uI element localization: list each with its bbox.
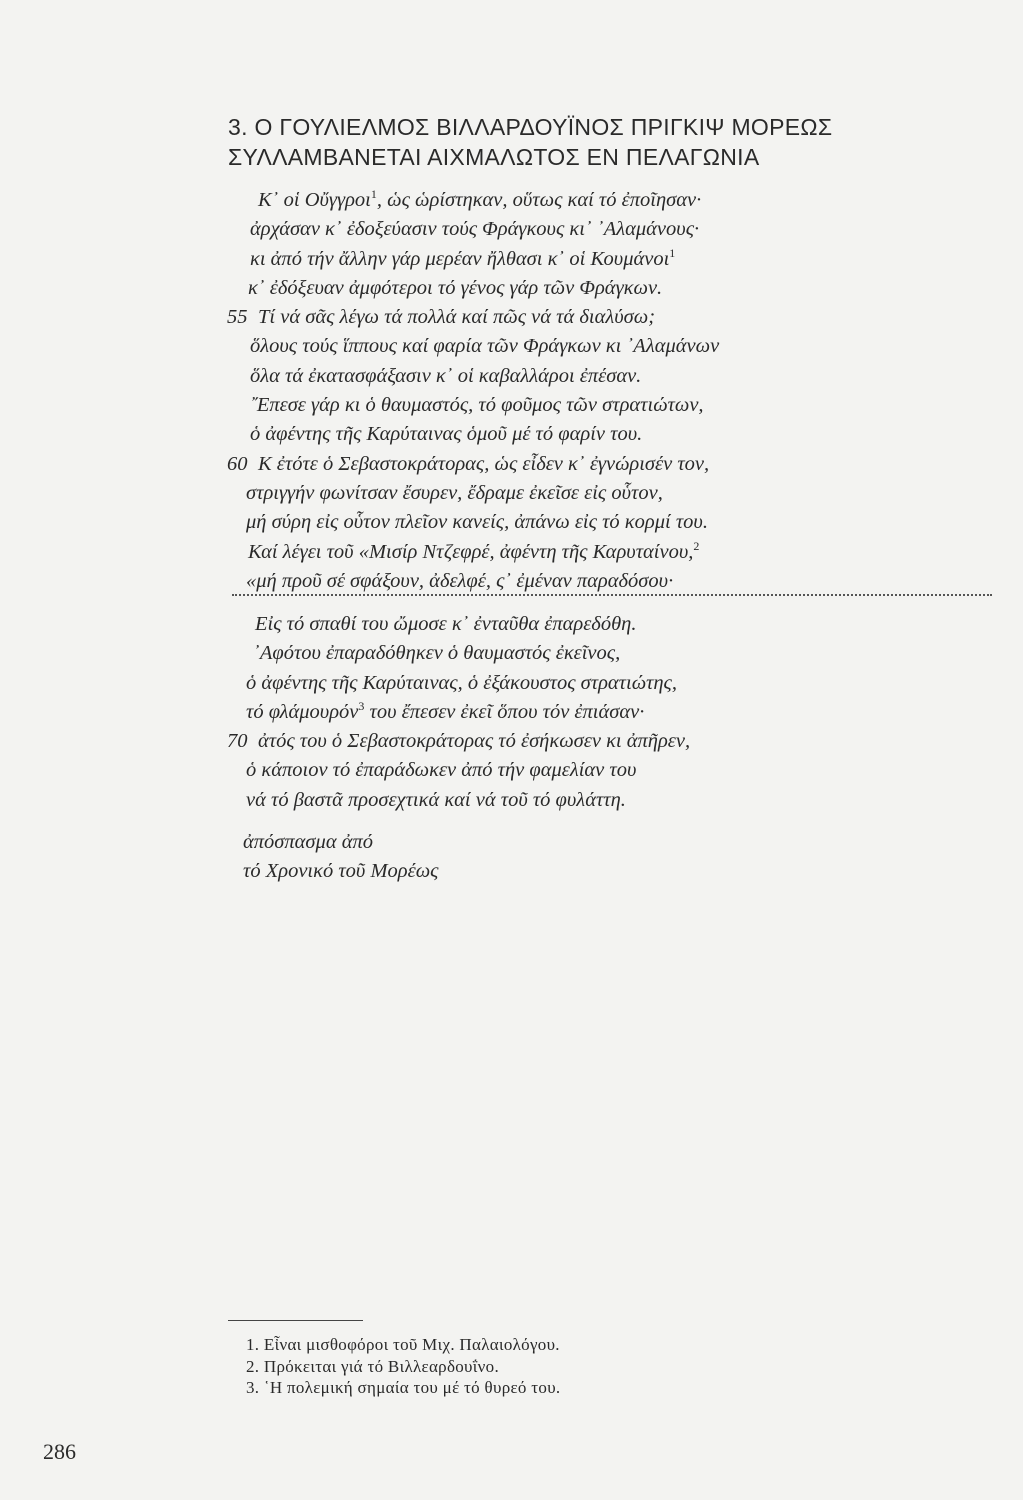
verse-text bbox=[250, 245, 675, 274]
verse-line bbox=[0, 274, 1023, 303]
verse-text-main: ὁ ἀφέντης τῆς Καρύταινας ὁμοῦ μέ τό φαρίν του. bbox=[250, 423, 643, 446]
omission-dotted-line bbox=[232, 594, 992, 596]
verse-text bbox=[248, 538, 699, 567]
verse-text-main: Κ ἐτότε ὁ Σεβαστοκράτορας, ὡς εἶδεν κ᾿ ἐγνώρισέν τον, bbox=[258, 452, 710, 475]
verse-line bbox=[0, 245, 1023, 274]
verse-text bbox=[250, 362, 641, 391]
verse-text-main: ᾿Αφότου ἐπαραδόθηκεν ὁ θαυμαστός ἐκεῖνος, bbox=[253, 642, 621, 665]
verse-line bbox=[0, 508, 1023, 537]
verse-text-main: Τί νά σᾶς λέγω τά πολλά καί πῶς νά τά διαλύσω; bbox=[258, 306, 656, 329]
verse-line bbox=[0, 479, 1023, 508]
verse-line bbox=[0, 391, 1023, 420]
footnote-rule bbox=[228, 1320, 363, 1321]
heading-line-1: 3. Ο ΓΟΥΛΙΕΛΜΟΣ ΒΙΛΛΑΡΔΟΥΪΝΟΣ ΠΡΙΓΚΙΨ ΜΟΡΕΩΣ bbox=[228, 114, 833, 140]
poem-excerpt-part-2 bbox=[0, 610, 1023, 815]
verse-text-main: ἀτός του ὁ Σεβαστοκράτορας τό ἐσήκωσεν κι ἀπῆρεν, bbox=[258, 730, 691, 753]
verse-text bbox=[246, 508, 708, 537]
footnote-marker: 3 bbox=[358, 699, 365, 714]
source-line-2: τό Χρονικό τοῦ Μορέως bbox=[243, 860, 439, 882]
verse-line bbox=[0, 698, 1023, 727]
verse-line bbox=[0, 303, 1023, 332]
verse-line-number: 70 bbox=[227, 730, 248, 753]
verse-text-main: ὅλους τούς ἵππους καί φαρία τῶν Φράγκων κι ᾿Αλαμάνων bbox=[250, 335, 720, 358]
verse-text bbox=[248, 274, 662, 303]
verse-line-number: 60 bbox=[227, 452, 248, 475]
verse-line bbox=[0, 186, 1023, 215]
verse-text-main: τό φλάμουρόν bbox=[246, 700, 359, 723]
footnote: 1. Εἶναι μισθοφόροι τοῦ Μιχ. Παλαιολόγου. bbox=[246, 1335, 560, 1354]
verse-text bbox=[246, 756, 636, 785]
verse-line bbox=[0, 420, 1023, 449]
footnote: 3. ῾Η πολεμική σημαία του μέ τό θυρεό του. bbox=[246, 1378, 561, 1397]
verse-text bbox=[258, 450, 709, 479]
verse-text bbox=[246, 698, 644, 727]
verse-text-rest: , ὡς ὡρίστηκαν, οὕτως καί τό ἐποῖησαν· bbox=[376, 189, 702, 211]
verse-text-main: μή σύρη εἰς οὗτον πλεῖον κανείς, ἀπάνω εἰς τό κορμί του. bbox=[246, 511, 708, 534]
verse-text-main: ὅλα τά ἐκατασφάξασιν κ᾿ οἱ καβαλλάροι ἐπέσαν. bbox=[250, 364, 642, 387]
verse-line bbox=[0, 362, 1023, 391]
verse-text bbox=[258, 303, 655, 332]
page-number: 286 bbox=[43, 1439, 76, 1464]
verse-text bbox=[250, 332, 719, 361]
footnote: 2. Πρόκειται γιά τό Βιλλεαρδουΐνο. bbox=[246, 1356, 499, 1376]
verse-line bbox=[0, 215, 1023, 244]
poem-excerpt-part-1 bbox=[0, 186, 1023, 596]
verse-text-main: ῎Επεσε γάρ κι ὁ θαυμαστός, τό φοῦμος τῶν στρατιώτων, bbox=[250, 394, 704, 417]
section-heading bbox=[228, 112, 988, 172]
verse-line bbox=[0, 610, 1023, 639]
verse-text-main: ἀρχάσαν κ᾿ ἐδοξεύασιν τούς Φράγκους κι᾿ ᾿Αλαμάνους· bbox=[250, 218, 700, 241]
verse-text-main: ὁ ἀφέντης τῆς Καρύταινας, ὁ ἐξάκουστος στρατιώτης, bbox=[246, 671, 677, 694]
verse-text bbox=[255, 610, 636, 639]
verse-line bbox=[0, 639, 1023, 668]
verse-line-number: 55 bbox=[227, 306, 248, 329]
verse-text bbox=[246, 479, 663, 508]
verse-text-main: κι ἀπό τήν ἄλλην γάρ μερέαν ἤλθασι κ᾿ οἱ Κουμάνοι bbox=[250, 247, 670, 270]
source-line-1: ἀπόσπασμα ἀπό bbox=[243, 831, 373, 853]
verse-text bbox=[246, 786, 626, 815]
verse-line bbox=[0, 727, 1023, 756]
footnote-marker: 1 bbox=[669, 245, 676, 260]
verse-text-main: Εἰς τό σπαθί του ὤμοσε κ᾿ ἐνταῦθα ἐπαρεδόθη. bbox=[255, 613, 637, 635]
verse-text-main: «μή προῦ σέ σφάξουν, ἀδελφέ, ς᾿ ἐμέναν παραδόσου· bbox=[246, 569, 674, 592]
footnote-marker: 1 bbox=[370, 187, 377, 202]
verse-text bbox=[246, 669, 677, 698]
verse-text-main: κ᾿ ἐδόξευαν ἀμφότεροι τό γένος γάρ τῶν Φράγκων. bbox=[248, 276, 663, 299]
heading-line-2: ΣΥΛΛΑΜΒΑΝΕΤΑΙ ΑΙΧΜΑΛΩΤΟΣ ΕΝ ΠΕΛΑΓΩΝΙΑ bbox=[228, 144, 760, 170]
source-attribution bbox=[243, 828, 439, 886]
verse-text bbox=[250, 420, 642, 449]
verse-line bbox=[0, 450, 1023, 479]
footnote-marker: 2 bbox=[693, 538, 700, 553]
verse-line bbox=[0, 756, 1023, 785]
verse-text-main: Κ᾿ οἱ Οὔγγροι bbox=[258, 189, 371, 211]
verse-text bbox=[246, 567, 673, 596]
verse-line bbox=[0, 332, 1023, 361]
verse-line bbox=[0, 538, 1023, 567]
verse-text bbox=[258, 727, 690, 756]
verse-text-main: ὁ κάποιον τό ἐπαράδωκεν ἀπό τήν φαμελίαν του bbox=[246, 759, 637, 782]
verse-line bbox=[0, 669, 1023, 698]
verse-text bbox=[253, 639, 620, 668]
verse-line bbox=[0, 567, 1023, 596]
verse-text-main: νά τό βαστᾶ προσεχτικά καί νά τοῦ τό φυλάττη. bbox=[246, 788, 626, 811]
footnotes bbox=[246, 1334, 560, 1399]
verse-line bbox=[0, 786, 1023, 815]
verse-text bbox=[258, 186, 701, 215]
verse-text-main: Καί λέγει τοῦ «Μισίρ Ντζεφρέ, ἀφέντη τῆς Καρυταίνου, bbox=[248, 540, 694, 563]
verse-text bbox=[250, 391, 704, 420]
verse-text bbox=[250, 215, 699, 244]
verse-text-main: στριγγήν φωνίτσαν ἔσυρεν, ἔδραμε ἐκεῖσε εἰς οὗτον, bbox=[246, 481, 663, 504]
verse-text-rest: του ἔπεσεν ἐκεῖ ὅπου τόν ἐπιάσαν· bbox=[364, 700, 645, 723]
